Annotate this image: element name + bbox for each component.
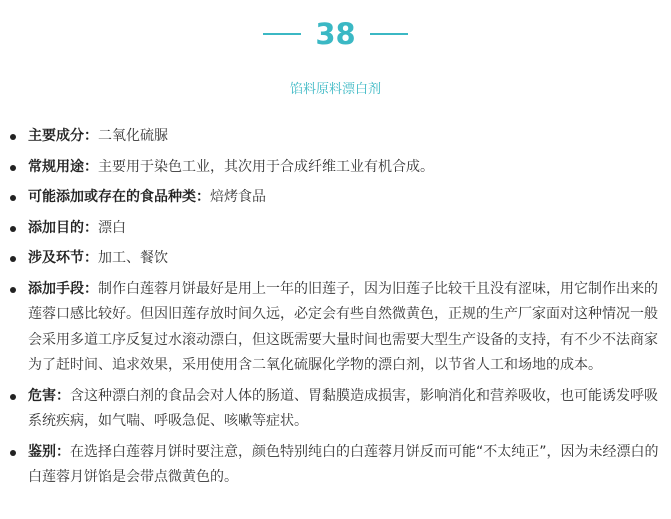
list-item-purpose [10, 216, 664, 242]
item-text: 主要用于染色工业，其次用于合成纤维工业有机合成。 [98, 158, 434, 175]
item-text: 加工、餐饮 [98, 250, 168, 266]
bullet-icon [10, 195, 16, 201]
item-label: 危害： [28, 387, 70, 404]
left-divider [263, 33, 301, 35]
bullet-icon [10, 394, 16, 400]
section-header [0, 16, 671, 52]
item-text: 漂白 [98, 219, 126, 236]
item-label: 可能添加或存在的食品种类： [28, 189, 210, 205]
right-divider [370, 33, 408, 35]
section-title: 馅料原料漂白剂 [289, 82, 381, 97]
info-list [10, 124, 664, 496]
list-item-food-types [10, 185, 664, 211]
list-item-identification [10, 440, 664, 491]
bullet-icon [10, 287, 16, 293]
item-text: 在选择白莲蓉月饼时要注意，颜色特别纯白的白莲蓉月饼反而可能“不太纯正”，因为未经漂白的白莲蓉月饼馅是会带点微黄色的。 [28, 443, 659, 485]
section-number: 38 [315, 17, 356, 51]
item-text: 含这种漂白剂的食品会对人体的肠道、胃黏膜造成损害，影响消化和营养吸收，也可能诱发呼吸系统疾病，如气喘、呼吸急促、咳嗽等症状。 [28, 387, 658, 429]
bullet-icon [10, 134, 16, 140]
bullet-icon [10, 226, 16, 232]
list-item-method [10, 277, 664, 379]
list-item-stage [10, 246, 664, 272]
item-text: 制作白莲蓉月饼最好是用上一年的旧莲子，因为旧莲子比较干且没有涩味，用它制作出来的莲蓉口感比较好。但因旧莲存放时间久远，必定会有些自然微黄色，正规的生产厂家面对这种情况一般会采用多道工序反复过水滚动漂白，但这既需要大量时间也需要大型生产设备的支持，有不少不法商家为了赶时间、追求效果，采用使用含二氧化硫脲化学物的漂白剂，以节省人工和场地的成本。 [28, 280, 658, 373]
item-label: 添加目的： [28, 219, 98, 236]
bullet-icon [10, 256, 16, 262]
bullet-icon [10, 165, 16, 171]
bullet-icon [10, 450, 16, 456]
list-item-hazard [10, 384, 664, 435]
item-text: 二氧化硫脲 [98, 128, 168, 144]
item-label: 涉及环节： [28, 250, 98, 266]
item-label: 鉴别： [28, 443, 70, 460]
item-text: 焙烤食品 [210, 189, 266, 205]
item-label: 常规用途： [28, 158, 98, 175]
list-item-common-use [10, 155, 664, 181]
item-label: 主要成分： [28, 128, 98, 144]
list-item-main-ingredient [10, 124, 664, 150]
item-label: 添加手段： [28, 280, 98, 297]
